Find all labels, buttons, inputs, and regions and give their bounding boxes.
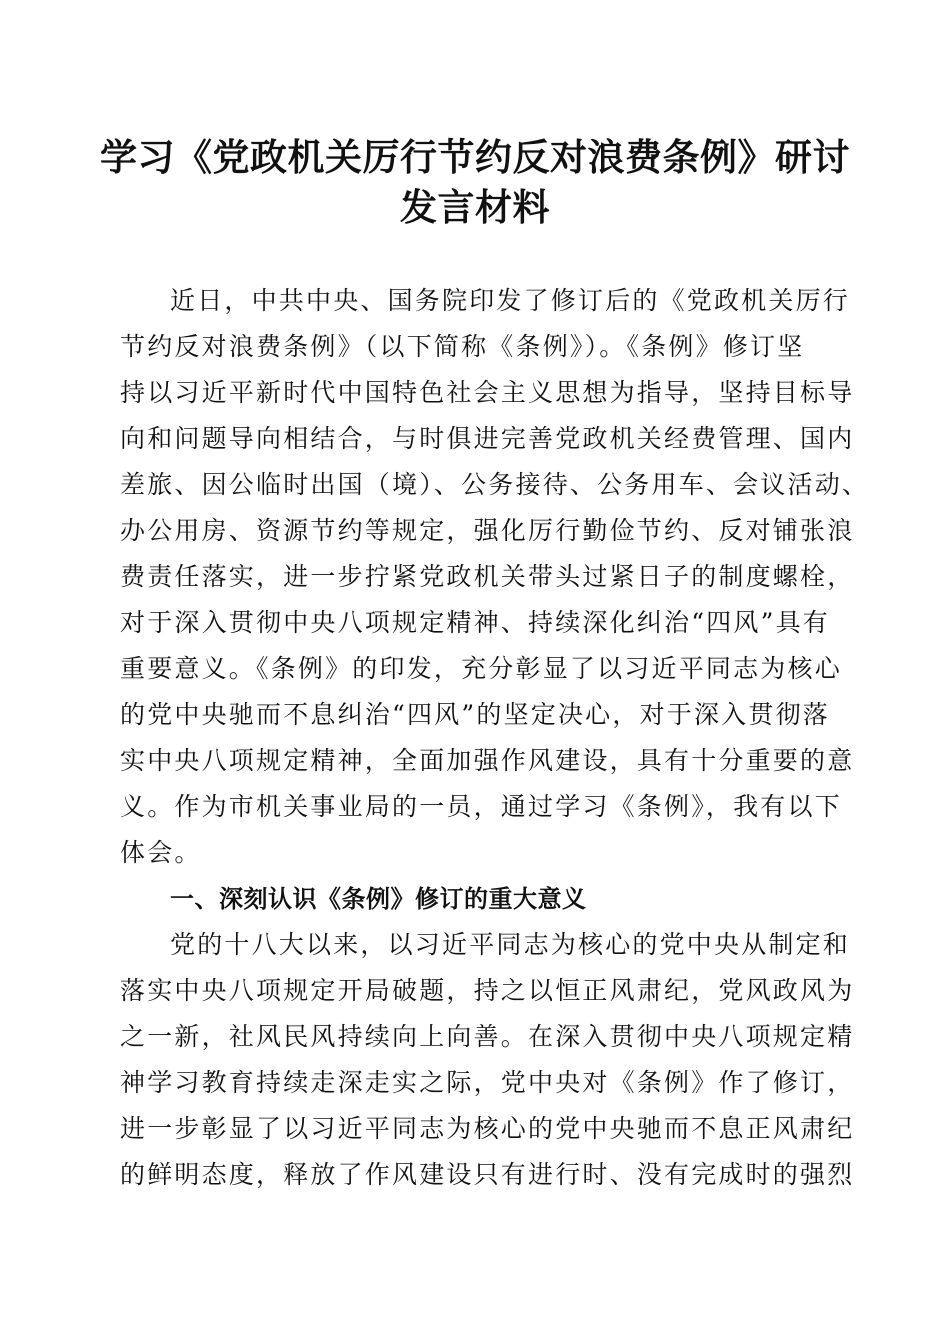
paragraph-1-line: 办公用房、资源节约等规定，强化厉行勤俭节约、反对铺张浪	[120, 516, 855, 545]
paragraph-1-line: 重要意义。《条例》的印发，充分彰显了以习近平同志为核心	[120, 654, 842, 683]
paragraph-1-line: 的党中央驰而不息纠治“四风”的坚定决心，对于深入贯彻落	[120, 700, 830, 729]
paragraph-1-line: 向和问题导向相结合，与时俱进完善党政机关经费管理、国内	[120, 424, 855, 453]
title-line-2: 发言材料	[400, 185, 550, 229]
paragraph-1-line: 对于深入贯彻中央八项规定精神、持续深化纠治“四风”具有	[120, 608, 830, 637]
paragraph-1-line: 近日，中共中央、国务院印发了修订后的《党政机关厉行	[170, 286, 851, 315]
paragraph-2-line: 的鲜明态度，释放了作风建设只有进行时、没有完成时的强烈	[120, 1160, 855, 1189]
paragraph-2-line: 落实中央八项规定开局破题，持之以恒正风肃纪，党风政风为	[120, 976, 855, 1005]
document-title	[100, 132, 850, 232]
paragraph-2-line: 进一步彰显了以习近平同志为核心的党中央驰而不息正风肃纪	[120, 1114, 855, 1143]
paragraph-1-line: 节约反对浪费条例》（以下简称《条例》）。《条例》修订坚	[120, 332, 805, 361]
paragraph-1-line: 义。作为市机关事业局的一员，通过学习《条例》，我有以下	[120, 792, 842, 821]
paragraph-1-line: 体会。	[120, 838, 202, 867]
paragraph-2-line: 神学习教育持续走深走实之际，党中央对《条例》作了修订，	[120, 1068, 855, 1097]
document-body	[120, 278, 870, 1198]
section-1-heading: 一、深刻认识《条例》修订的重大意义	[170, 885, 587, 913]
paragraph-1-line: 持以习近平新时代中国特色社会主义思想为指导，坚持目标导	[120, 378, 855, 407]
title-line-1: 学习《党政机关厉行节约反对浪费条例》研讨	[100, 135, 850, 179]
paragraph-2-line: 之一新，社风民风持续向上向善。在深入贯彻中央八项规定精	[120, 1022, 855, 1051]
paragraph-1-line: 差旅、因公临时出国（境）、公务接待、公务用车、会议活动、	[120, 470, 870, 499]
paragraph-1-line: 费责任落实，进一步拧紧党政机关带头过紧日子的制度螺栓，	[120, 562, 855, 591]
paragraph-2-line: 党的十八大以来，以习近平同志为核心的党中央从制定和	[170, 930, 851, 959]
paragraph-1-line: 实中央八项规定精神，全面加强作风建设，具有十分重要的意	[120, 746, 855, 775]
